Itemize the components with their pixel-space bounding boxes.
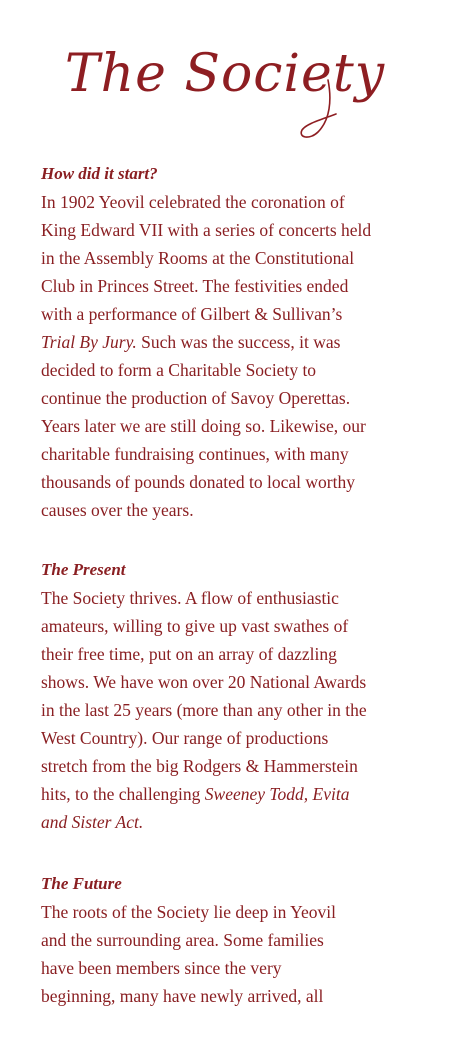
section-heading: How did it start?: [41, 164, 158, 183]
text-line: West Country). Our range of productions: [41, 728, 329, 748]
section-how-did-it-start: [41, 160, 421, 524]
show-title-trial-by-jury: Trial By Jury.: [41, 332, 137, 352]
text-line: decided to form a Charitable Society to: [41, 360, 317, 380]
page-title: The Society: [64, 44, 386, 104]
text-line: King Edward VII with a series of concerts held: [41, 220, 372, 240]
text-line: continue the production of Savoy Operettas.: [41, 388, 351, 408]
text-line: Club in Princes Street. The festivities ended: [41, 276, 349, 296]
text-line: with a performance of Gilbert & Sullivan’s: [41, 304, 343, 324]
text-line: thousands of pounds donated to local worthy: [41, 472, 355, 492]
text-line: their free time, put on an array of dazzling: [41, 644, 337, 664]
section-heading: The Present: [41, 560, 126, 579]
section-the-future: [41, 870, 421, 1010]
section-heading: The Future: [41, 874, 122, 893]
text-line: beginning, many have newly arrived, all: [41, 986, 324, 1006]
title-flourish-icon: [270, 40, 360, 150]
text-fragment: hits, to the challenging: [41, 784, 205, 804]
section-the-present: [41, 556, 421, 836]
text-line: [41, 808, 421, 836]
text-line: causes over the years.: [41, 500, 194, 520]
text-line: charitable fundraising continues, with many: [41, 444, 349, 464]
show-title-sister-act: and Sister Act.: [41, 812, 144, 832]
text-line: amateurs, willing to give up vast swathes of: [41, 616, 349, 636]
text-line: stretch from the big Rodgers & Hammerstein: [41, 756, 358, 776]
text-line: The Society thrives. A flow of enthusiastic: [41, 588, 339, 608]
text-line: in the last 25 years (more than any other in the: [41, 700, 367, 720]
text-line: shows. We have won over 20 National Awards: [41, 672, 367, 692]
text-line: and the surrounding area. Some families: [41, 930, 324, 950]
text-line: [41, 328, 421, 356]
show-titles: Sweeney Todd, Evita: [204, 784, 350, 804]
text-line: in the Assembly Rooms at the Constitutional: [41, 248, 355, 268]
text-fragment: Such was the success, it was: [136, 332, 341, 352]
text-line: have been members since the very: [41, 958, 282, 978]
text-line: In 1902 Yeovil celebrated the coronation of: [41, 192, 345, 212]
text-line: [41, 780, 421, 808]
text-line: Years later we are still doing so. Likewise, our: [41, 416, 366, 436]
text-line: The roots of the Society lie deep in Yeovil: [41, 902, 337, 922]
